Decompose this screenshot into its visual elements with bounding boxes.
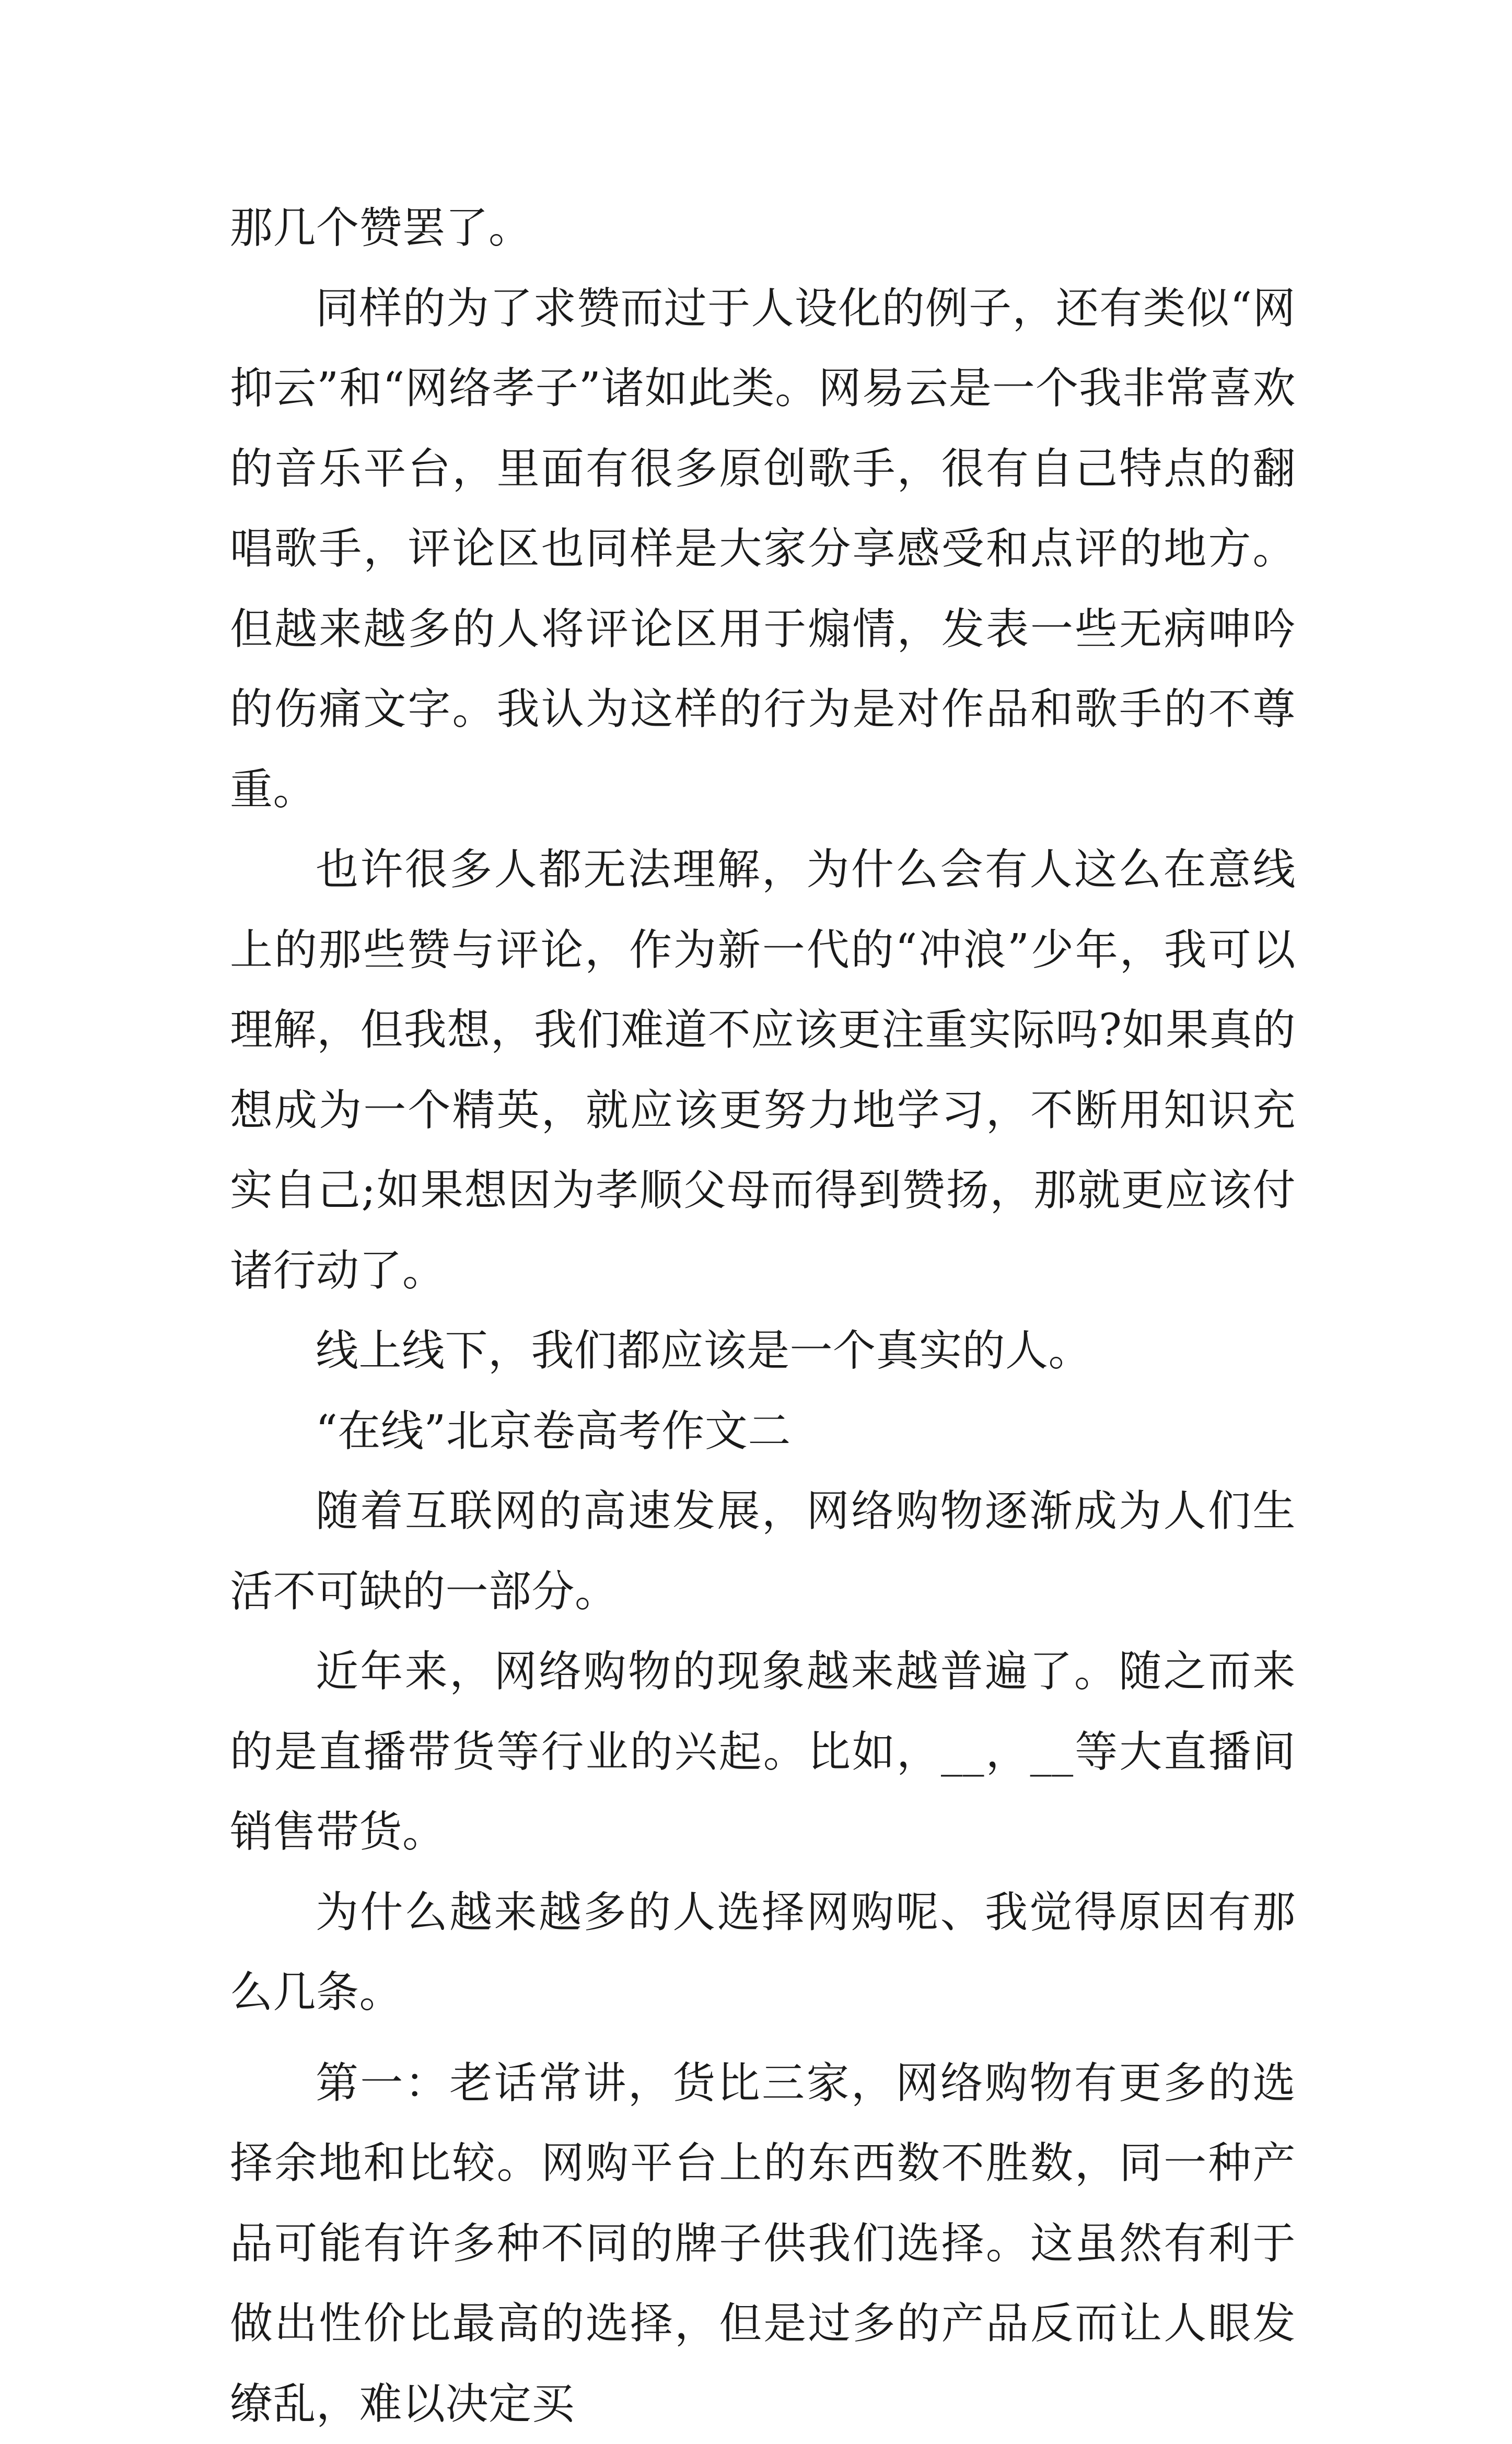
paragraph-conclusion: 线上线下，我们都应该是一个真实的人。: [230, 1311, 1296, 1391]
paragraph-example: 同样的为了求赞而过于人设化的例子，还有类似“网抑云”和“网络孝子”诸如此类。网易云是一个我非常喜欢的音乐平台，里面有很多原创歌手，很有自己特点的翻唱歌手，评论区也同样是大家分享感受和点评的地方。但越来越多的人将评论区用于煽情，发表一些无病呻吟的伤痛文字。我认为这样的行为是对作品和歌手的不尊重。: [230, 269, 1296, 830]
paragraph-question: 为什么越来越多的人选择网购呢、我觉得原因有那么几条。: [230, 1872, 1296, 2033]
essay-title: “在线”北京卷高考作文二: [230, 1391, 1296, 1472]
paragraph-livestream: 近年来，网络购物的现象越来越普遍了。随之而来的是直播带货等行业的兴起。比如，__，__等大直播间销售带货。: [230, 1632, 1296, 1872]
document-page: [230, 188, 1296, 2444]
paragraph-understanding: 也许很多人都无法理解，为什么会有人这么在意线上的那些赞与评论，作为新一代的“冲浪”少年，我可以理解，但我想，我们难道不应该更注重实际吗?如果真的想成为一个精英，就应该更努力地学习，不断用知识充实自己;如果想因为孝顺父母而得到赞扬，那就更应该付诸行动了。: [230, 830, 1296, 1311]
paragraph-reason-one: 第一：老话常讲，货比三家，网络购物有更多的选择余地和比较。网购平台上的东西数不胜数，同一种产品可能有许多种不同的牌子供我们选择。这虽然有利于做出性价比最高的选择，但是过多的产品反而让人眼发缭乱，难以决定买: [230, 2043, 1296, 2444]
paragraph-continuation: 那几个赞罢了。: [230, 188, 1296, 269]
paragraph-intro: 随着互联网的高速发展，网络购物逐渐成为人们生活不可缺的一部分。: [230, 1471, 1296, 1632]
